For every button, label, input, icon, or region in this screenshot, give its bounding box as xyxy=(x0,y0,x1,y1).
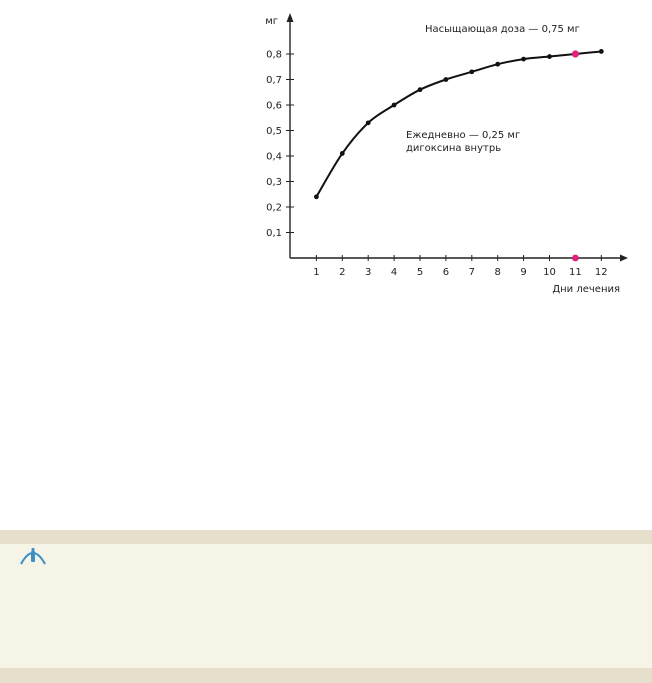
y-tick-label: 0,2 xyxy=(266,202,282,214)
y-tick-label: 0,4 xyxy=(266,151,282,163)
data-point xyxy=(469,69,474,74)
x-tick-label: 6 xyxy=(442,267,450,278)
data-point xyxy=(392,103,397,108)
highlight-markers xyxy=(572,50,579,261)
y-tick-label: 0,3 xyxy=(266,177,282,188)
series-points xyxy=(314,49,604,199)
y-tick-label: 0,1 xyxy=(266,228,282,239)
data-point xyxy=(444,77,449,82)
info-bubble-icon xyxy=(19,546,47,566)
data-point xyxy=(599,49,604,54)
x-tick-label: 2 xyxy=(339,267,346,278)
data-point xyxy=(366,120,371,125)
x-axis-label: Дни лечения xyxy=(552,284,620,295)
note-panel-footer xyxy=(0,668,652,683)
x-tick-label: 1 xyxy=(313,267,320,278)
x-tick-label: 9 xyxy=(520,267,527,278)
x-tick-label: 12 xyxy=(594,267,608,278)
highlight-point xyxy=(572,50,579,57)
data-point xyxy=(547,54,552,59)
annotation-daily-line1: Ежедневно — 0,25 мг xyxy=(406,130,521,141)
x-tick-label: 11 xyxy=(569,267,582,278)
y-tick-label: 0,8 xyxy=(266,49,282,61)
chart xyxy=(0,0,652,320)
y-tick-label: 0,6 xyxy=(266,100,282,112)
x-tick-label: 8 xyxy=(494,267,501,278)
x-axis-arrow xyxy=(620,255,628,262)
x-tick-label: 10 xyxy=(543,267,556,278)
x-tick-label: 7 xyxy=(468,267,475,278)
y-axis-arrow xyxy=(287,13,294,22)
data-point xyxy=(521,57,526,62)
y-axis-label: мг xyxy=(265,16,278,27)
chart-svg xyxy=(0,0,652,320)
highlight-axis-marker xyxy=(572,255,579,262)
note-panel-body xyxy=(0,544,652,668)
series-line xyxy=(316,51,601,196)
note-panel xyxy=(0,530,652,683)
annotation-daily-line2: дигоксина внутрь xyxy=(406,143,502,154)
x-tick-label: 5 xyxy=(416,267,424,278)
data-point xyxy=(314,194,319,199)
x-tick-label: 3 xyxy=(365,267,372,278)
y-tick-label: 0,5 xyxy=(266,126,282,137)
note-panel-header xyxy=(0,530,652,544)
data-point xyxy=(495,62,500,67)
data-point xyxy=(340,151,345,156)
data-point xyxy=(418,87,423,92)
y-tick-label: 0,7 xyxy=(266,75,282,86)
annotation-loading-dose: Насыщающая доза — 0,75 мг xyxy=(425,24,580,35)
x-tick-label: 4 xyxy=(390,267,398,278)
